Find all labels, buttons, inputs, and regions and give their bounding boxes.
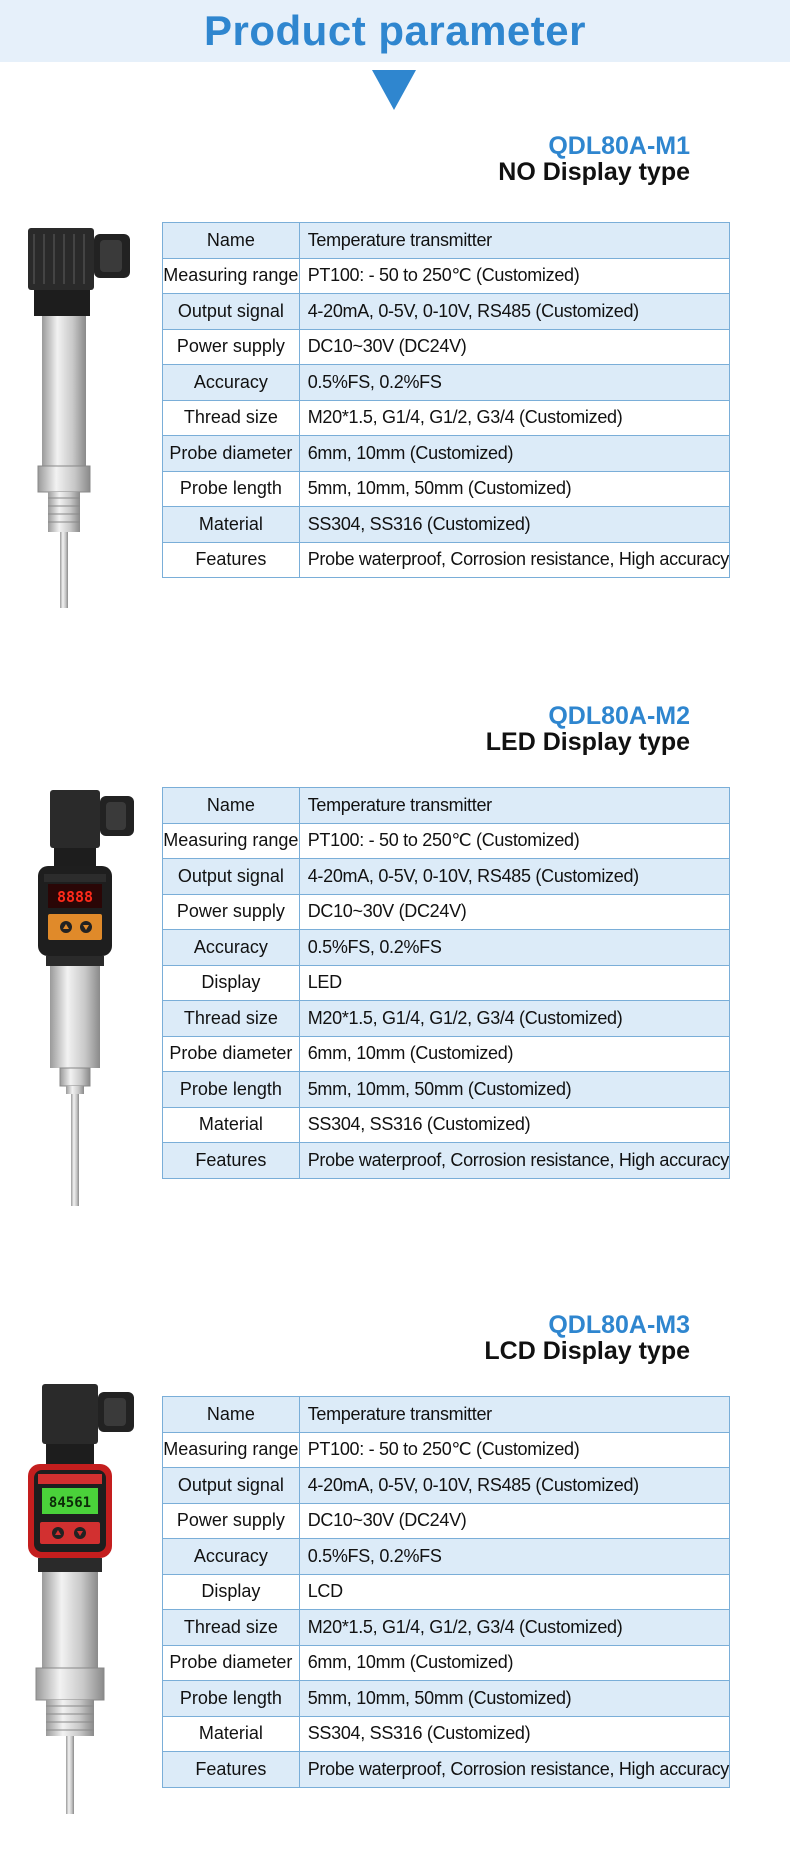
table-row	[163, 400, 730, 436]
product-image-led-display	[14, 786, 142, 1210]
row-value: SS304, SS316 (Customized)	[299, 507, 729, 543]
row-key: Probe length	[163, 471, 300, 507]
product-subtitle: NO Display type	[498, 158, 690, 186]
row-key: Probe diameter	[163, 1645, 300, 1681]
table-row	[163, 859, 730, 895]
row-key: Probe length	[163, 1072, 300, 1108]
model-name: QDL80A-M1	[548, 132, 690, 160]
row-key: Material	[163, 1716, 300, 1752]
row-value: 4-20mA, 0-5V, 0-10V, RS485 (Customized)	[299, 1468, 729, 1504]
row-key: Probe diameter	[163, 436, 300, 472]
table-row	[163, 1397, 730, 1433]
row-key: Name	[163, 1397, 300, 1433]
row-key: Features	[163, 1752, 300, 1788]
row-value: PT100: - 50 to 250℃ (Customized)	[299, 823, 729, 859]
row-value: M20*1.5, G1/4, G1/2, G3/4 (Customized)	[299, 1001, 729, 1037]
row-value: 5mm, 10mm, 50mm (Customized)	[299, 1681, 729, 1717]
row-value: LCD	[299, 1574, 729, 1610]
row-key: Output signal	[163, 1468, 300, 1504]
led-readout: 8888	[56, 888, 94, 906]
table-row	[163, 965, 730, 1001]
table-row	[163, 1143, 730, 1179]
table-row	[163, 788, 730, 824]
table-row	[163, 471, 730, 507]
table-row	[163, 258, 730, 294]
table-row	[163, 894, 730, 930]
row-value: 6mm, 10mm (Customized)	[299, 1645, 729, 1681]
row-key: Probe diameter	[163, 1036, 300, 1072]
row-key: Probe length	[163, 1681, 300, 1717]
row-key: Accuracy	[163, 1539, 300, 1575]
row-value: 5mm, 10mm, 50mm (Customized)	[299, 1072, 729, 1108]
spec-table-m1	[162, 222, 730, 578]
row-value: Temperature transmitter	[299, 223, 729, 259]
lcd-readout: 84561	[48, 1495, 92, 1511]
product-subtitle: LCD Display type	[484, 1337, 690, 1365]
table-row	[163, 365, 730, 401]
row-value: M20*1.5, G1/4, G1/2, G3/4 (Customized)	[299, 1610, 729, 1646]
row-value: 4-20mA, 0-5V, 0-10V, RS485 (Customized)	[299, 294, 729, 330]
table-row	[163, 1574, 730, 1610]
row-value: SS304, SS316 (Customized)	[299, 1107, 729, 1143]
row-key: Material	[163, 507, 300, 543]
table-row	[163, 329, 730, 365]
table-row	[163, 542, 730, 578]
table-row	[163, 930, 730, 966]
row-value: LED	[299, 965, 729, 1001]
table-row	[163, 1752, 730, 1788]
row-value: 6mm, 10mm (Customized)	[299, 1036, 729, 1072]
table-row	[163, 436, 730, 472]
row-value: Probe waterproof, Corrosion resistance, High accuracy	[299, 1143, 729, 1179]
row-key: Power supply	[163, 894, 300, 930]
table-row	[163, 1107, 730, 1143]
row-key: Output signal	[163, 859, 300, 895]
row-key: Measuring range	[163, 823, 300, 859]
row-value: Temperature transmitter	[299, 1397, 729, 1433]
row-value: Temperature transmitter	[299, 788, 729, 824]
row-value: DC10~30V (DC24V)	[299, 1503, 729, 1539]
row-value: 5mm, 10mm, 50mm (Customized)	[299, 471, 729, 507]
row-key: Features	[163, 542, 300, 578]
table-row	[163, 1001, 730, 1037]
row-value: 0.5%FS, 0.2%FS	[299, 365, 729, 401]
table-row	[163, 1503, 730, 1539]
model-name: QDL80A-M3	[548, 1311, 690, 1339]
header-banner	[0, 0, 790, 62]
down-arrow-icon	[372, 70, 416, 114]
table-row	[163, 1036, 730, 1072]
table-row	[163, 1645, 730, 1681]
table-row	[163, 1468, 730, 1504]
table-row	[163, 1072, 730, 1108]
row-key: Measuring range	[163, 258, 300, 294]
product-image-lcd-display	[14, 1382, 142, 1816]
table-row	[163, 1432, 730, 1468]
row-key: Power supply	[163, 1503, 300, 1539]
model-name: QDL80A-M2	[548, 702, 690, 730]
row-key: Thread size	[163, 1610, 300, 1646]
row-value: DC10~30V (DC24V)	[299, 329, 729, 365]
product-image-no-display	[14, 222, 142, 610]
row-key: Name	[163, 788, 300, 824]
table-row	[163, 823, 730, 859]
row-key: Accuracy	[163, 930, 300, 966]
row-key: Thread size	[163, 400, 300, 436]
table-row	[163, 507, 730, 543]
table-row	[163, 1539, 730, 1575]
spec-table-m3	[162, 1396, 730, 1788]
row-key: Thread size	[163, 1001, 300, 1037]
table-row	[163, 294, 730, 330]
row-key: Display	[163, 965, 300, 1001]
row-value: SS304, SS316 (Customized)	[299, 1716, 729, 1752]
row-value: PT100: - 50 to 250℃ (Customized)	[299, 258, 729, 294]
row-value: Probe waterproof, Corrosion resistance, High accuracy	[299, 542, 729, 578]
table-row	[163, 223, 730, 259]
page-title: Product parameter	[204, 7, 586, 54]
row-value: 0.5%FS, 0.2%FS	[299, 930, 729, 966]
product-subtitle: LED Display type	[485, 728, 690, 756]
row-key: Display	[163, 1574, 300, 1610]
row-key: Output signal	[163, 294, 300, 330]
row-key: Accuracy	[163, 365, 300, 401]
row-key: Name	[163, 223, 300, 259]
row-value: M20*1.5, G1/4, G1/2, G3/4 (Customized)	[299, 400, 729, 436]
row-key: Features	[163, 1143, 300, 1179]
table-row	[163, 1716, 730, 1752]
row-key: Material	[163, 1107, 300, 1143]
row-value: PT100: - 50 to 250℃ (Customized)	[299, 1432, 729, 1468]
row-value: 4-20mA, 0-5V, 0-10V, RS485 (Customized)	[299, 859, 729, 895]
row-value: DC10~30V (DC24V)	[299, 894, 729, 930]
table-row	[163, 1681, 730, 1717]
row-key: Measuring range	[163, 1432, 300, 1468]
table-row	[163, 1610, 730, 1646]
spec-table-m2	[162, 787, 730, 1179]
row-value: 0.5%FS, 0.2%FS	[299, 1539, 729, 1575]
row-value: 6mm, 10mm (Customized)	[299, 436, 729, 472]
row-key: Power supply	[163, 329, 300, 365]
row-value: Probe waterproof, Corrosion resistance, High accuracy	[299, 1752, 729, 1788]
